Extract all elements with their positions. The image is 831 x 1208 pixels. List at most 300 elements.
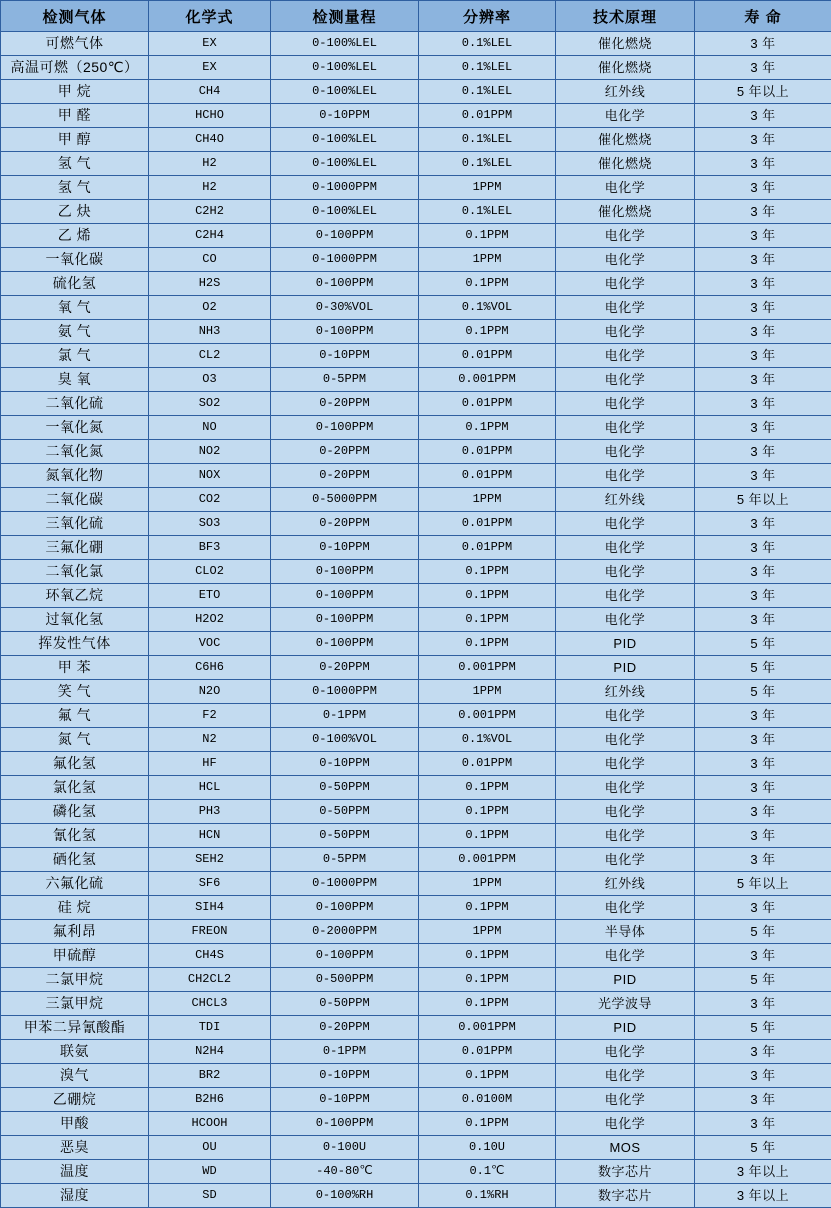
cell-chemical-formula: H2O2 [149, 608, 271, 632]
cell-chemical-formula: HF [149, 752, 271, 776]
cell-lifespan: 3 年 [695, 704, 831, 728]
cell-chemical-formula: EX [149, 56, 271, 80]
table-row [1, 80, 831, 104]
cell-gas-name: 氰化氢 [1, 824, 149, 848]
cell-resolution: 0.001PPM [419, 704, 556, 728]
column-header-detection-range: 检测量程 [271, 1, 419, 32]
cell-detection-range: 0-20PPM [271, 512, 419, 536]
cell-detection-range: 0-100PPM [271, 320, 419, 344]
table-row [1, 992, 831, 1016]
cell-gas-name: 可燃气体 [1, 32, 149, 56]
cell-detection-range: 0-10PPM [271, 344, 419, 368]
table-row [1, 176, 831, 200]
cell-technology: 电化学 [556, 392, 695, 416]
cell-technology: 红外线 [556, 680, 695, 704]
table-row [1, 272, 831, 296]
table-row [1, 248, 831, 272]
cell-gas-name: 三氯甲烷 [1, 992, 149, 1016]
cell-gas-name: 硫化氢 [1, 272, 149, 296]
cell-lifespan: 5 年 [695, 656, 831, 680]
cell-lifespan: 3 年 [695, 248, 831, 272]
cell-detection-range: 0-1000PPM [271, 872, 419, 896]
cell-gas-name: 氯化氢 [1, 776, 149, 800]
cell-chemical-formula: FREON [149, 920, 271, 944]
cell-detection-range: 0-100PPM [271, 224, 419, 248]
table-header-row [1, 1, 831, 32]
cell-gas-name: 二氧化氮 [1, 440, 149, 464]
cell-technology: 电化学 [556, 344, 695, 368]
cell-technology: 电化学 [556, 512, 695, 536]
cell-lifespan: 5 年 [695, 1136, 831, 1160]
table-row [1, 800, 831, 824]
table-row [1, 1184, 831, 1208]
table-row [1, 680, 831, 704]
cell-technology: 催化燃烧 [556, 128, 695, 152]
table-row [1, 752, 831, 776]
cell-gas-name: 联氨 [1, 1040, 149, 1064]
table-row [1, 224, 831, 248]
cell-gas-name: 乙 炔 [1, 200, 149, 224]
cell-chemical-formula: NH3 [149, 320, 271, 344]
cell-gas-name: 硒化氢 [1, 848, 149, 872]
cell-resolution: 1PPM [419, 872, 556, 896]
cell-detection-range: 0-100%LEL [271, 32, 419, 56]
cell-technology: 电化学 [556, 560, 695, 584]
cell-detection-range: 0-10PPM [271, 752, 419, 776]
cell-chemical-formula: CO2 [149, 488, 271, 512]
cell-detection-range: 0-5PPM [271, 368, 419, 392]
cell-gas-name: 三氧化硫 [1, 512, 149, 536]
cell-gas-name: 氟 气 [1, 704, 149, 728]
cell-detection-range: 0-100%LEL [271, 80, 419, 104]
cell-lifespan: 3 年 [695, 344, 831, 368]
cell-resolution: 0.1%LEL [419, 80, 556, 104]
cell-gas-name: 笑 气 [1, 680, 149, 704]
cell-detection-range: 0-100PPM [271, 944, 419, 968]
cell-detection-range: 0-50PPM [271, 824, 419, 848]
cell-lifespan: 3 年 [695, 224, 831, 248]
table-row [1, 56, 831, 80]
table-row [1, 704, 831, 728]
cell-resolution: 0.1PPM [419, 896, 556, 920]
cell-technology: 红外线 [556, 80, 695, 104]
cell-resolution: 0.1PPM [419, 776, 556, 800]
table-row [1, 488, 831, 512]
cell-technology: 电化学 [556, 848, 695, 872]
cell-technology: 催化燃烧 [556, 200, 695, 224]
cell-detection-range: 0-10PPM [271, 104, 419, 128]
cell-detection-range: 0-2000PPM [271, 920, 419, 944]
cell-technology: 电化学 [556, 464, 695, 488]
cell-resolution: 0.1PPM [419, 272, 556, 296]
cell-technology: 数字芯片 [556, 1160, 695, 1184]
cell-chemical-formula: N2O [149, 680, 271, 704]
cell-gas-name: 二氧化硫 [1, 392, 149, 416]
table-row [1, 128, 831, 152]
cell-technology: 电化学 [556, 704, 695, 728]
cell-detection-range: 0-1PPM [271, 1040, 419, 1064]
cell-detection-range: 0-100PPM [271, 272, 419, 296]
cell-chemical-formula: NO2 [149, 440, 271, 464]
table-row [1, 344, 831, 368]
cell-gas-name: 氢 气 [1, 176, 149, 200]
table-row [1, 1136, 831, 1160]
cell-gas-name: 氨 气 [1, 320, 149, 344]
cell-lifespan: 3 年 [695, 848, 831, 872]
cell-resolution: 0.1PPM [419, 560, 556, 584]
cell-lifespan: 3 年 [695, 176, 831, 200]
cell-resolution: 0.01PPM [419, 440, 556, 464]
cell-technology: PID [556, 968, 695, 992]
cell-detection-range: 0-20PPM [271, 392, 419, 416]
cell-resolution: 0.1PPM [419, 824, 556, 848]
cell-gas-name: 六氟化硫 [1, 872, 149, 896]
cell-gas-name: 磷化氢 [1, 800, 149, 824]
column-header-lifespan: 寿 命 [695, 1, 831, 32]
cell-resolution: 0.001PPM [419, 368, 556, 392]
cell-lifespan: 3 年 [695, 800, 831, 824]
cell-resolution: 1PPM [419, 920, 556, 944]
cell-detection-range: 0-30%VOL [271, 296, 419, 320]
cell-chemical-formula: PH3 [149, 800, 271, 824]
cell-chemical-formula: CH4 [149, 80, 271, 104]
table-row [1, 1016, 831, 1040]
cell-chemical-formula: OU [149, 1136, 271, 1160]
cell-lifespan: 3 年 [695, 728, 831, 752]
cell-technology: PID [556, 656, 695, 680]
cell-resolution: 0.1%LEL [419, 32, 556, 56]
table-row [1, 1112, 831, 1136]
cell-detection-range: 0-100PPM [271, 416, 419, 440]
cell-lifespan: 5 年 [695, 968, 831, 992]
cell-chemical-formula: B2H6 [149, 1088, 271, 1112]
cell-detection-range: 0-100%VOL [271, 728, 419, 752]
cell-chemical-formula: CHCL3 [149, 992, 271, 1016]
cell-lifespan: 3 年 [695, 128, 831, 152]
cell-technology: 半导体 [556, 920, 695, 944]
cell-resolution: 0.1PPM [419, 632, 556, 656]
cell-chemical-formula: WD [149, 1160, 271, 1184]
cell-detection-range: 0-20PPM [271, 464, 419, 488]
cell-gas-name: 一氧化碳 [1, 248, 149, 272]
cell-gas-name: 氢 气 [1, 152, 149, 176]
cell-detection-range: 0-50PPM [271, 800, 419, 824]
table-row [1, 200, 831, 224]
cell-chemical-formula: SIH4 [149, 896, 271, 920]
cell-lifespan: 3 年 [695, 896, 831, 920]
table-row [1, 608, 831, 632]
table-row [1, 728, 831, 752]
cell-lifespan: 3 年 [695, 752, 831, 776]
cell-resolution: 0.1PPM [419, 584, 556, 608]
cell-resolution: 0.1PPM [419, 608, 556, 632]
cell-lifespan: 3 年 [695, 152, 831, 176]
cell-chemical-formula: H2S [149, 272, 271, 296]
cell-lifespan: 3 年 [695, 440, 831, 464]
cell-chemical-formula: HCHO [149, 104, 271, 128]
cell-detection-range: 0-10PPM [271, 536, 419, 560]
cell-resolution: 0.1%VOL [419, 296, 556, 320]
column-header-chemical-formula: 化学式 [149, 1, 271, 32]
cell-chemical-formula: VOC [149, 632, 271, 656]
cell-resolution: 0.1PPM [419, 416, 556, 440]
cell-detection-range: 0-10PPM [271, 1064, 419, 1088]
cell-technology: 催化燃烧 [556, 152, 695, 176]
cell-chemical-formula: HCL [149, 776, 271, 800]
cell-chemical-formula: CH4S [149, 944, 271, 968]
table-row [1, 512, 831, 536]
cell-technology: 电化学 [556, 800, 695, 824]
cell-technology: 电化学 [556, 416, 695, 440]
cell-resolution: 0.001PPM [419, 1016, 556, 1040]
cell-lifespan: 3 年 [695, 512, 831, 536]
cell-chemical-formula: O3 [149, 368, 271, 392]
cell-detection-range: 0-20PPM [271, 1016, 419, 1040]
cell-gas-name: 恶臭 [1, 1136, 149, 1160]
cell-detection-range: 0-1PPM [271, 704, 419, 728]
table-row [1, 656, 831, 680]
cell-gas-name: 氯 气 [1, 344, 149, 368]
cell-gas-name: 氮氧化物 [1, 464, 149, 488]
cell-detection-range: 0-100PPM [271, 896, 419, 920]
cell-lifespan: 3 年 [695, 296, 831, 320]
cell-resolution: 0.01PPM [419, 1040, 556, 1064]
cell-detection-range: 0-100PPM [271, 608, 419, 632]
cell-technology: 数字芯片 [556, 1184, 695, 1208]
table-row [1, 152, 831, 176]
cell-resolution: 0.01PPM [419, 536, 556, 560]
cell-lifespan: 5 年 [695, 632, 831, 656]
cell-chemical-formula: CL2 [149, 344, 271, 368]
column-header-technology: 技术原理 [556, 1, 695, 32]
table-row [1, 1160, 831, 1184]
table-row [1, 896, 831, 920]
cell-lifespan: 3 年 [695, 608, 831, 632]
cell-lifespan: 5 年以上 [695, 80, 831, 104]
cell-chemical-formula: N2H4 [149, 1040, 271, 1064]
cell-chemical-formula: H2 [149, 152, 271, 176]
cell-lifespan: 3 年 [695, 56, 831, 80]
cell-chemical-formula: EX [149, 32, 271, 56]
cell-technology: 光学波导 [556, 992, 695, 1016]
cell-gas-name: 过氧化氢 [1, 608, 149, 632]
cell-lifespan: 5 年 [695, 680, 831, 704]
cell-gas-name: 湿度 [1, 1184, 149, 1208]
cell-lifespan: 3 年 [695, 584, 831, 608]
cell-gas-name: 乙 烯 [1, 224, 149, 248]
cell-chemical-formula: F2 [149, 704, 271, 728]
cell-gas-name: 二氧化碳 [1, 488, 149, 512]
cell-gas-name: 甲 苯 [1, 656, 149, 680]
cell-chemical-formula: CLO2 [149, 560, 271, 584]
cell-lifespan: 3 年 [695, 368, 831, 392]
cell-lifespan: 3 年 [695, 200, 831, 224]
cell-technology: PID [556, 1016, 695, 1040]
cell-resolution: 1PPM [419, 176, 556, 200]
cell-gas-name: 硅 烷 [1, 896, 149, 920]
cell-chemical-formula: SO2 [149, 392, 271, 416]
cell-technology: 电化学 [556, 1112, 695, 1136]
cell-resolution: 0.10U [419, 1136, 556, 1160]
cell-technology: 电化学 [556, 896, 695, 920]
cell-gas-name: 环氧乙烷 [1, 584, 149, 608]
cell-lifespan: 3 年 [695, 416, 831, 440]
cell-resolution: 0.001PPM [419, 656, 556, 680]
cell-lifespan: 5 年 [695, 1016, 831, 1040]
table-row [1, 392, 831, 416]
cell-technology: 催化燃烧 [556, 56, 695, 80]
cell-gas-name: 甲硫醇 [1, 944, 149, 968]
cell-lifespan: 3 年 [695, 536, 831, 560]
cell-detection-range: 0-100PPM [271, 632, 419, 656]
cell-lifespan: 5 年 [695, 920, 831, 944]
cell-technology: 电化学 [556, 752, 695, 776]
cell-chemical-formula: SEH2 [149, 848, 271, 872]
cell-chemical-formula: NOX [149, 464, 271, 488]
cell-resolution: 0.1PPM [419, 992, 556, 1016]
cell-chemical-formula: HCOOH [149, 1112, 271, 1136]
cell-resolution: 1PPM [419, 248, 556, 272]
table-row [1, 560, 831, 584]
cell-chemical-formula: BF3 [149, 536, 271, 560]
cell-chemical-formula: N2 [149, 728, 271, 752]
cell-resolution: 0.01PPM [419, 512, 556, 536]
cell-lifespan: 3 年 [695, 992, 831, 1016]
cell-technology: 电化学 [556, 176, 695, 200]
cell-resolution: 0.1%LEL [419, 200, 556, 224]
cell-technology: 电化学 [556, 104, 695, 128]
cell-lifespan: 3 年 [695, 272, 831, 296]
cell-lifespan: 3 年 [695, 1112, 831, 1136]
cell-gas-name: 氟利昂 [1, 920, 149, 944]
cell-detection-range: 0-5PPM [271, 848, 419, 872]
cell-technology: 电化学 [556, 824, 695, 848]
table-row [1, 776, 831, 800]
cell-gas-name: 乙硼烷 [1, 1088, 149, 1112]
cell-resolution: 0.01PPM [419, 464, 556, 488]
cell-chemical-formula: NO [149, 416, 271, 440]
cell-technology: 电化学 [556, 776, 695, 800]
cell-resolution: 0.1PPM [419, 1112, 556, 1136]
cell-resolution: 0.1PPM [419, 800, 556, 824]
table-row [1, 320, 831, 344]
cell-chemical-formula: TDI [149, 1016, 271, 1040]
cell-technology: 红外线 [556, 872, 695, 896]
cell-chemical-formula: BR2 [149, 1064, 271, 1088]
cell-gas-name: 氧 气 [1, 296, 149, 320]
cell-technology: PID [556, 632, 695, 656]
cell-technology: 电化学 [556, 584, 695, 608]
table-row [1, 848, 831, 872]
cell-lifespan: 3 年 [695, 1088, 831, 1112]
cell-gas-name: 氟化氢 [1, 752, 149, 776]
cell-resolution: 0.01PPM [419, 392, 556, 416]
table-row [1, 920, 831, 944]
table-row [1, 1064, 831, 1088]
cell-detection-range: 0-100%LEL [271, 56, 419, 80]
column-header-gas-name: 检测气体 [1, 1, 149, 32]
table-row [1, 32, 831, 56]
cell-lifespan: 3 年 [695, 320, 831, 344]
table-row [1, 872, 831, 896]
cell-technology: 电化学 [556, 224, 695, 248]
cell-lifespan: 3 年 [695, 944, 831, 968]
cell-lifespan: 3 年 [695, 560, 831, 584]
cell-lifespan: 3 年 [695, 104, 831, 128]
cell-resolution: 0.1PPM [419, 1064, 556, 1088]
cell-lifespan: 5 年以上 [695, 872, 831, 896]
cell-chemical-formula: O2 [149, 296, 271, 320]
cell-detection-range: 0-500PPM [271, 968, 419, 992]
cell-technology: 电化学 [556, 728, 695, 752]
table-row [1, 368, 831, 392]
cell-resolution: 0.1%RH [419, 1184, 556, 1208]
cell-resolution: 0.0100M [419, 1088, 556, 1112]
cell-resolution: 0.1℃ [419, 1160, 556, 1184]
table-row [1, 632, 831, 656]
cell-gas-name: 二氧化氯 [1, 560, 149, 584]
cell-gas-name: 溴气 [1, 1064, 149, 1088]
cell-gas-name: 二氯甲烷 [1, 968, 149, 992]
table-row [1, 944, 831, 968]
cell-resolution: 0.1PPM [419, 968, 556, 992]
cell-chemical-formula: C2H4 [149, 224, 271, 248]
cell-resolution: 0.01PPM [419, 344, 556, 368]
cell-technology: 电化学 [556, 1088, 695, 1112]
cell-lifespan: 3 年 [695, 32, 831, 56]
cell-lifespan: 3 年以上 [695, 1160, 831, 1184]
cell-detection-range: 0-5000PPM [271, 488, 419, 512]
cell-resolution: 0.1PPM [419, 944, 556, 968]
cell-resolution: 0.1%VOL [419, 728, 556, 752]
cell-detection-range: -40-80℃ [271, 1160, 419, 1184]
column-header-resolution: 分辨率 [419, 1, 556, 32]
cell-technology: 电化学 [556, 1064, 695, 1088]
cell-gas-name: 氮 气 [1, 728, 149, 752]
cell-resolution: 0.1%LEL [419, 128, 556, 152]
cell-detection-range: 0-100%LEL [271, 152, 419, 176]
cell-lifespan: 3 年 [695, 824, 831, 848]
cell-technology: 电化学 [556, 440, 695, 464]
cell-gas-name: 甲苯二异氰酸酯 [1, 1016, 149, 1040]
table-row [1, 416, 831, 440]
cell-gas-name: 挥发性气体 [1, 632, 149, 656]
cell-lifespan: 3 年 [695, 776, 831, 800]
cell-detection-range: 0-100PPM [271, 584, 419, 608]
cell-resolution: 0.01PPM [419, 104, 556, 128]
cell-gas-name: 甲酸 [1, 1112, 149, 1136]
cell-chemical-formula: SD [149, 1184, 271, 1208]
cell-technology: 电化学 [556, 296, 695, 320]
cell-chemical-formula: SF6 [149, 872, 271, 896]
cell-technology: 电化学 [556, 272, 695, 296]
cell-detection-range: 0-50PPM [271, 992, 419, 1016]
cell-detection-range: 0-100PPM [271, 560, 419, 584]
cell-chemical-formula: SO3 [149, 512, 271, 536]
cell-detection-range: 0-1000PPM [271, 176, 419, 200]
table-row [1, 464, 831, 488]
cell-lifespan: 3 年 [695, 464, 831, 488]
cell-gas-name: 三氟化硼 [1, 536, 149, 560]
table-row [1, 584, 831, 608]
cell-gas-name: 温度 [1, 1160, 149, 1184]
cell-detection-range: 0-100%LEL [271, 128, 419, 152]
cell-resolution: 1PPM [419, 488, 556, 512]
table-row [1, 536, 831, 560]
cell-resolution: 0.1%LEL [419, 56, 556, 80]
table-row [1, 1040, 831, 1064]
cell-gas-name: 一氧化氮 [1, 416, 149, 440]
